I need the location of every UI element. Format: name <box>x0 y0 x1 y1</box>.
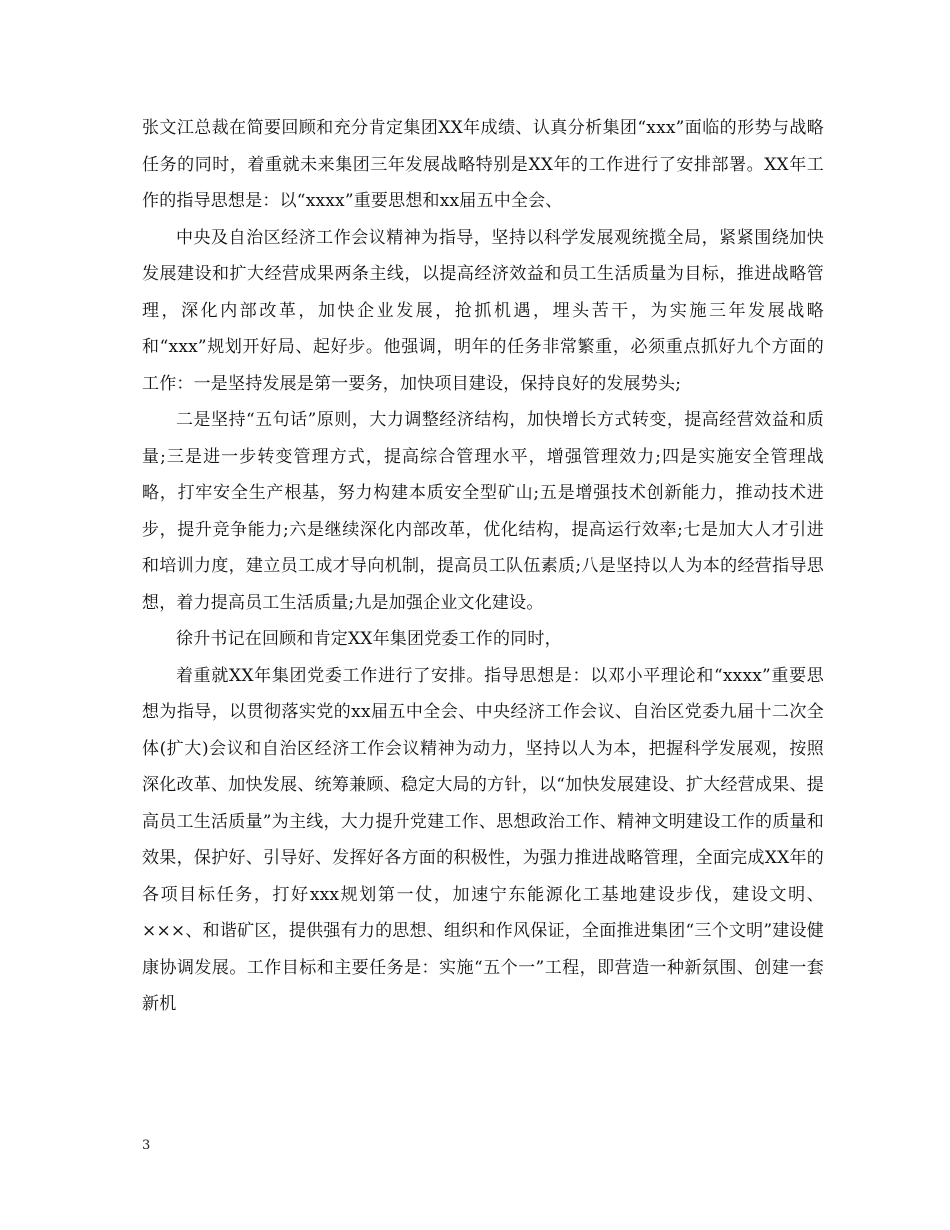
document-body <box>142 110 824 1023</box>
paragraph-5: 着重就XX年集团党委工作进行了安排。指导思想是：以邓小平理论和“xxxx”重要思想为指导，以贯彻落实党的xx届五中全会、中央经济工作会议、自治区党委九届十二次全体(扩大)会议和自治区经济工作会议精神为动力，坚持以人为本，把握科学发展观，按照深化改革、加快发展、统筹兼顾、稳定大局的方针，以“加快发展建设、扩大经营成果、提高员工生活质量”为主线，大力提升党建工作、思想政治工作、精神文明建设工作的质量和效果，保护好、引导好、发挥好各方面的积极性，为强力推进战略管理，全面完成XX年的各项目标任务，打好xxx规划第一仗，加速宁东能源化工基地建设步伐，建设文明、×××、和谐矿区，提供强有力的思想、组织和作风保证，全面推进集团“三个文明”建设健康协调发展。工作目标和主要任务是：实施“五个一”工程，即营造一种新氛围、创建一套新机 <box>142 665 824 1014</box>
page-number: 3 <box>142 1138 151 1153</box>
paragraph-2: 中央及自治区经济工作会议精神为指导，坚持以科学发展观统揽全局，紧紧围绕加快发展建设和扩大经营成果两条主线，以提高经济效益和员工生活质量为目标，推进战略管理，深化内部改革，加快企业发展，抢抓机遇，埋头苦干，为实施三年发展战略和“xxx”规划开好局、起好步。他强调，明年的任务非常繁重，必须重点抓好九个方面的工作：一是坚持发展是第一要务，加快项目建设，保持良好的发展势头; <box>142 227 824 394</box>
paragraph-4: 徐升书记在回顾和肯定XX年集团党委工作的同时， <box>176 629 562 649</box>
paragraph-1: 张文江总裁在简要回顾和充分肯定集团XX年成绩、认真分析集团“xxx”面临的形势与战略任务的同时，着重就未来集团三年发展战略特别是XX年的工作进行了安排部署。XX年工作的指导思想是：以“xxxx”重要思想和xx届五中全会、 <box>142 118 824 211</box>
paragraph-3: 二是坚持“五句话”原则，大力调整经济结构，加快增长方式转变，提高经营效益和质量;三是进一步转变管理方式，提高综合管理水平，增强管理效力;四是实施安全管理战略，打牢安全生产根基，努力构建本质安全型矿山;五是增强技术创新能力，推动技术进步，提升竞争能力;六是继续深化内部改革，优化结构，提高运行效率;七是加大人才引进和培训力度，建立员工成才导向机制，提高员工队伍素质;八是坚持以人为本的经营指导思想，着力提高员工生活质量;九是加强企业文化建设。 <box>142 410 824 613</box>
